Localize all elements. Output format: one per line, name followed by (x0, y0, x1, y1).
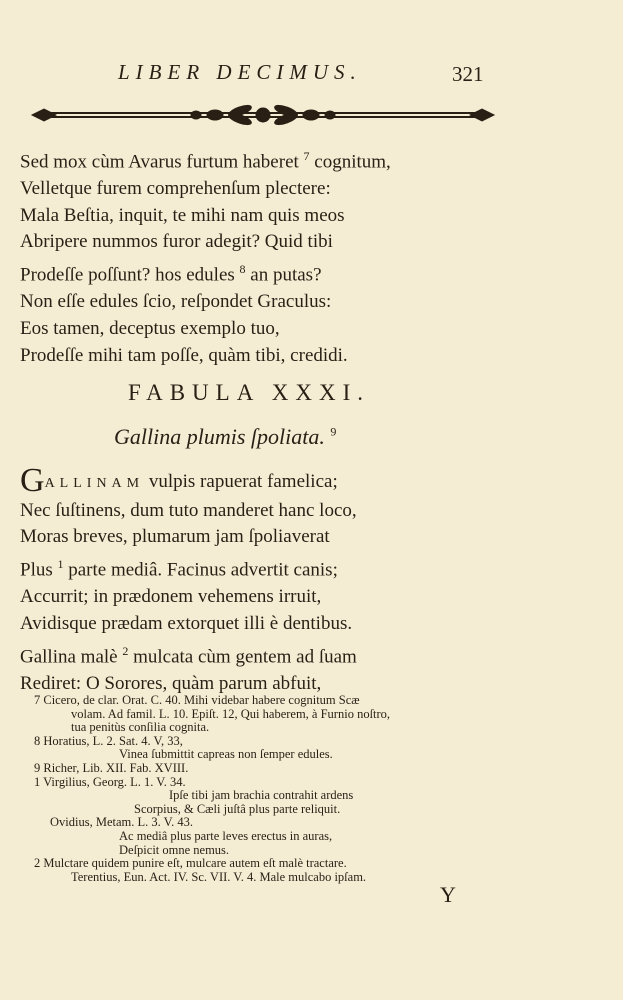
verse-line (20, 316, 460, 343)
footnote-line: Terentius, Eun. Act. IV. Sc. VII. V. 4. Male mulcabo ipſam. (71, 869, 367, 884)
footnote-line: Ac mediâ plus parte leves erectus in auras, (119, 828, 333, 843)
verse-text-tail: parte mediâ. Facinus advertit canis; (63, 559, 338, 581)
verse-text: Moras breves, plumarum jam ſpoliaverat (20, 526, 330, 548)
verse-text: Gallina malè (20, 645, 123, 667)
verse-line (20, 256, 460, 289)
fable-subtitle-text: Gallina plumis ſpoliata. (114, 424, 325, 449)
footnote-line: volam. Ad famil. L. 10. Epiſt. 12, Qui haberem, à Furnio noſtro, (71, 706, 391, 721)
drop-cap: G (20, 462, 45, 499)
footnote-line: Vinea ſubmittit capreas non ſemper edules. (119, 747, 333, 762)
verse-block-top (20, 143, 460, 369)
verse-text: Velletque furem comprehenſum plectere: (20, 178, 331, 200)
verse-line-first (20, 462, 460, 499)
footnote-line: Ipſe tibi jam brachia contrahit ardens (169, 788, 354, 803)
footnote-ref: 9 (330, 424, 337, 439)
verse-line (20, 343, 460, 370)
verse-text: Plus (20, 559, 58, 581)
verse-text: Nec ſuſtinens, dum tuto manderet hanc loco, (20, 499, 357, 521)
footnote-line: 8 Horatius, L. 2. Sat. 4. V, 33, (34, 733, 183, 748)
verse-line (20, 498, 460, 525)
verse-line (20, 524, 460, 551)
verse-line (20, 611, 460, 638)
fable-title: FABULA XXXI. (128, 380, 371, 405)
verse-text: Non eſſe edules ſcio, reſpondet Graculus: (20, 291, 332, 313)
footnote-line: 7 Cicero, de clar. Orat. C. 40. Mihi videbar habere cognitum Scæ (34, 693, 360, 707)
verse-text: Sed mox cùm Avarus furtum haberet (20, 151, 304, 173)
verse-line (20, 551, 460, 584)
footnote-line: Ovidius, Metam. L. 3. V. 43. (50, 815, 193, 830)
fable-subtitle (114, 424, 336, 450)
page-number: 321 (452, 62, 484, 86)
verse-text: Prodeſſe poſſunt? hos edules (20, 264, 240, 286)
verse-text: Eos tamen, deceptus exemplo tuo, (20, 317, 280, 339)
footnote-line: 2 Mulctare quidem punire eſt, mulcare autem eſt malè tractare. (34, 856, 347, 871)
signature-mark: Y (440, 882, 456, 907)
footnote-line: tua penitùs conſilia cognita. (71, 720, 210, 735)
footnote-ref: 8 (239, 262, 246, 277)
footnotes (34, 694, 514, 884)
footnote-line: Deſpicit omne nemus. (119, 842, 230, 857)
verse-block-fable (20, 462, 460, 697)
footnote-line: Scorpius, & Cæli juſtâ plus parte reliquit. (134, 801, 341, 816)
verse-text: Abripere nummos furor adegit? Quid tibi (20, 231, 333, 253)
verse-text: Prodeſſe mihi tam poſſe, quàm tibi, credidi. (20, 344, 348, 366)
verse-text: Mala Beſtia, inquit, te mihi nam quis meos (20, 204, 345, 226)
verse-text-tail: an putas? (245, 264, 322, 286)
verse-line (20, 203, 460, 230)
verse-line (20, 176, 460, 203)
footnote-ref: 7 (303, 149, 310, 163)
footnote-ref: 1 (57, 557, 64, 572)
footnote-line: 9 Richer, Lib. XII. Fab. XVIII. (34, 760, 189, 775)
footnote-ref: 2 (122, 643, 129, 658)
verse-line (20, 229, 460, 256)
verse-text-tail: cognitum, (309, 151, 391, 173)
verse-text: Avidisque prædam extorquet illi è dentibus. (20, 612, 353, 634)
small-caps-word: ALLINAM (44, 476, 145, 491)
decorative-rule-ornament (30, 102, 496, 128)
verse-line (20, 638, 460, 671)
footnote-line: 1 Virgilius, Georg. L. 1. V. 34. (34, 774, 186, 789)
verse-text: Accurrit; in prædonem vehemens irruit, (20, 586, 322, 608)
verse-text: vulpis rapuerat famelica; (144, 471, 338, 492)
verse-text: Rediret: O Sorores, quàm parum abfuit, (20, 672, 322, 694)
verse-text-tail: mulcata cùm gentem ad ſuam (128, 645, 357, 667)
verse-line (20, 143, 460, 176)
verse-line (20, 289, 460, 316)
verse-line (20, 584, 460, 611)
running-title: LIBER DECIMUS. (118, 60, 362, 84)
